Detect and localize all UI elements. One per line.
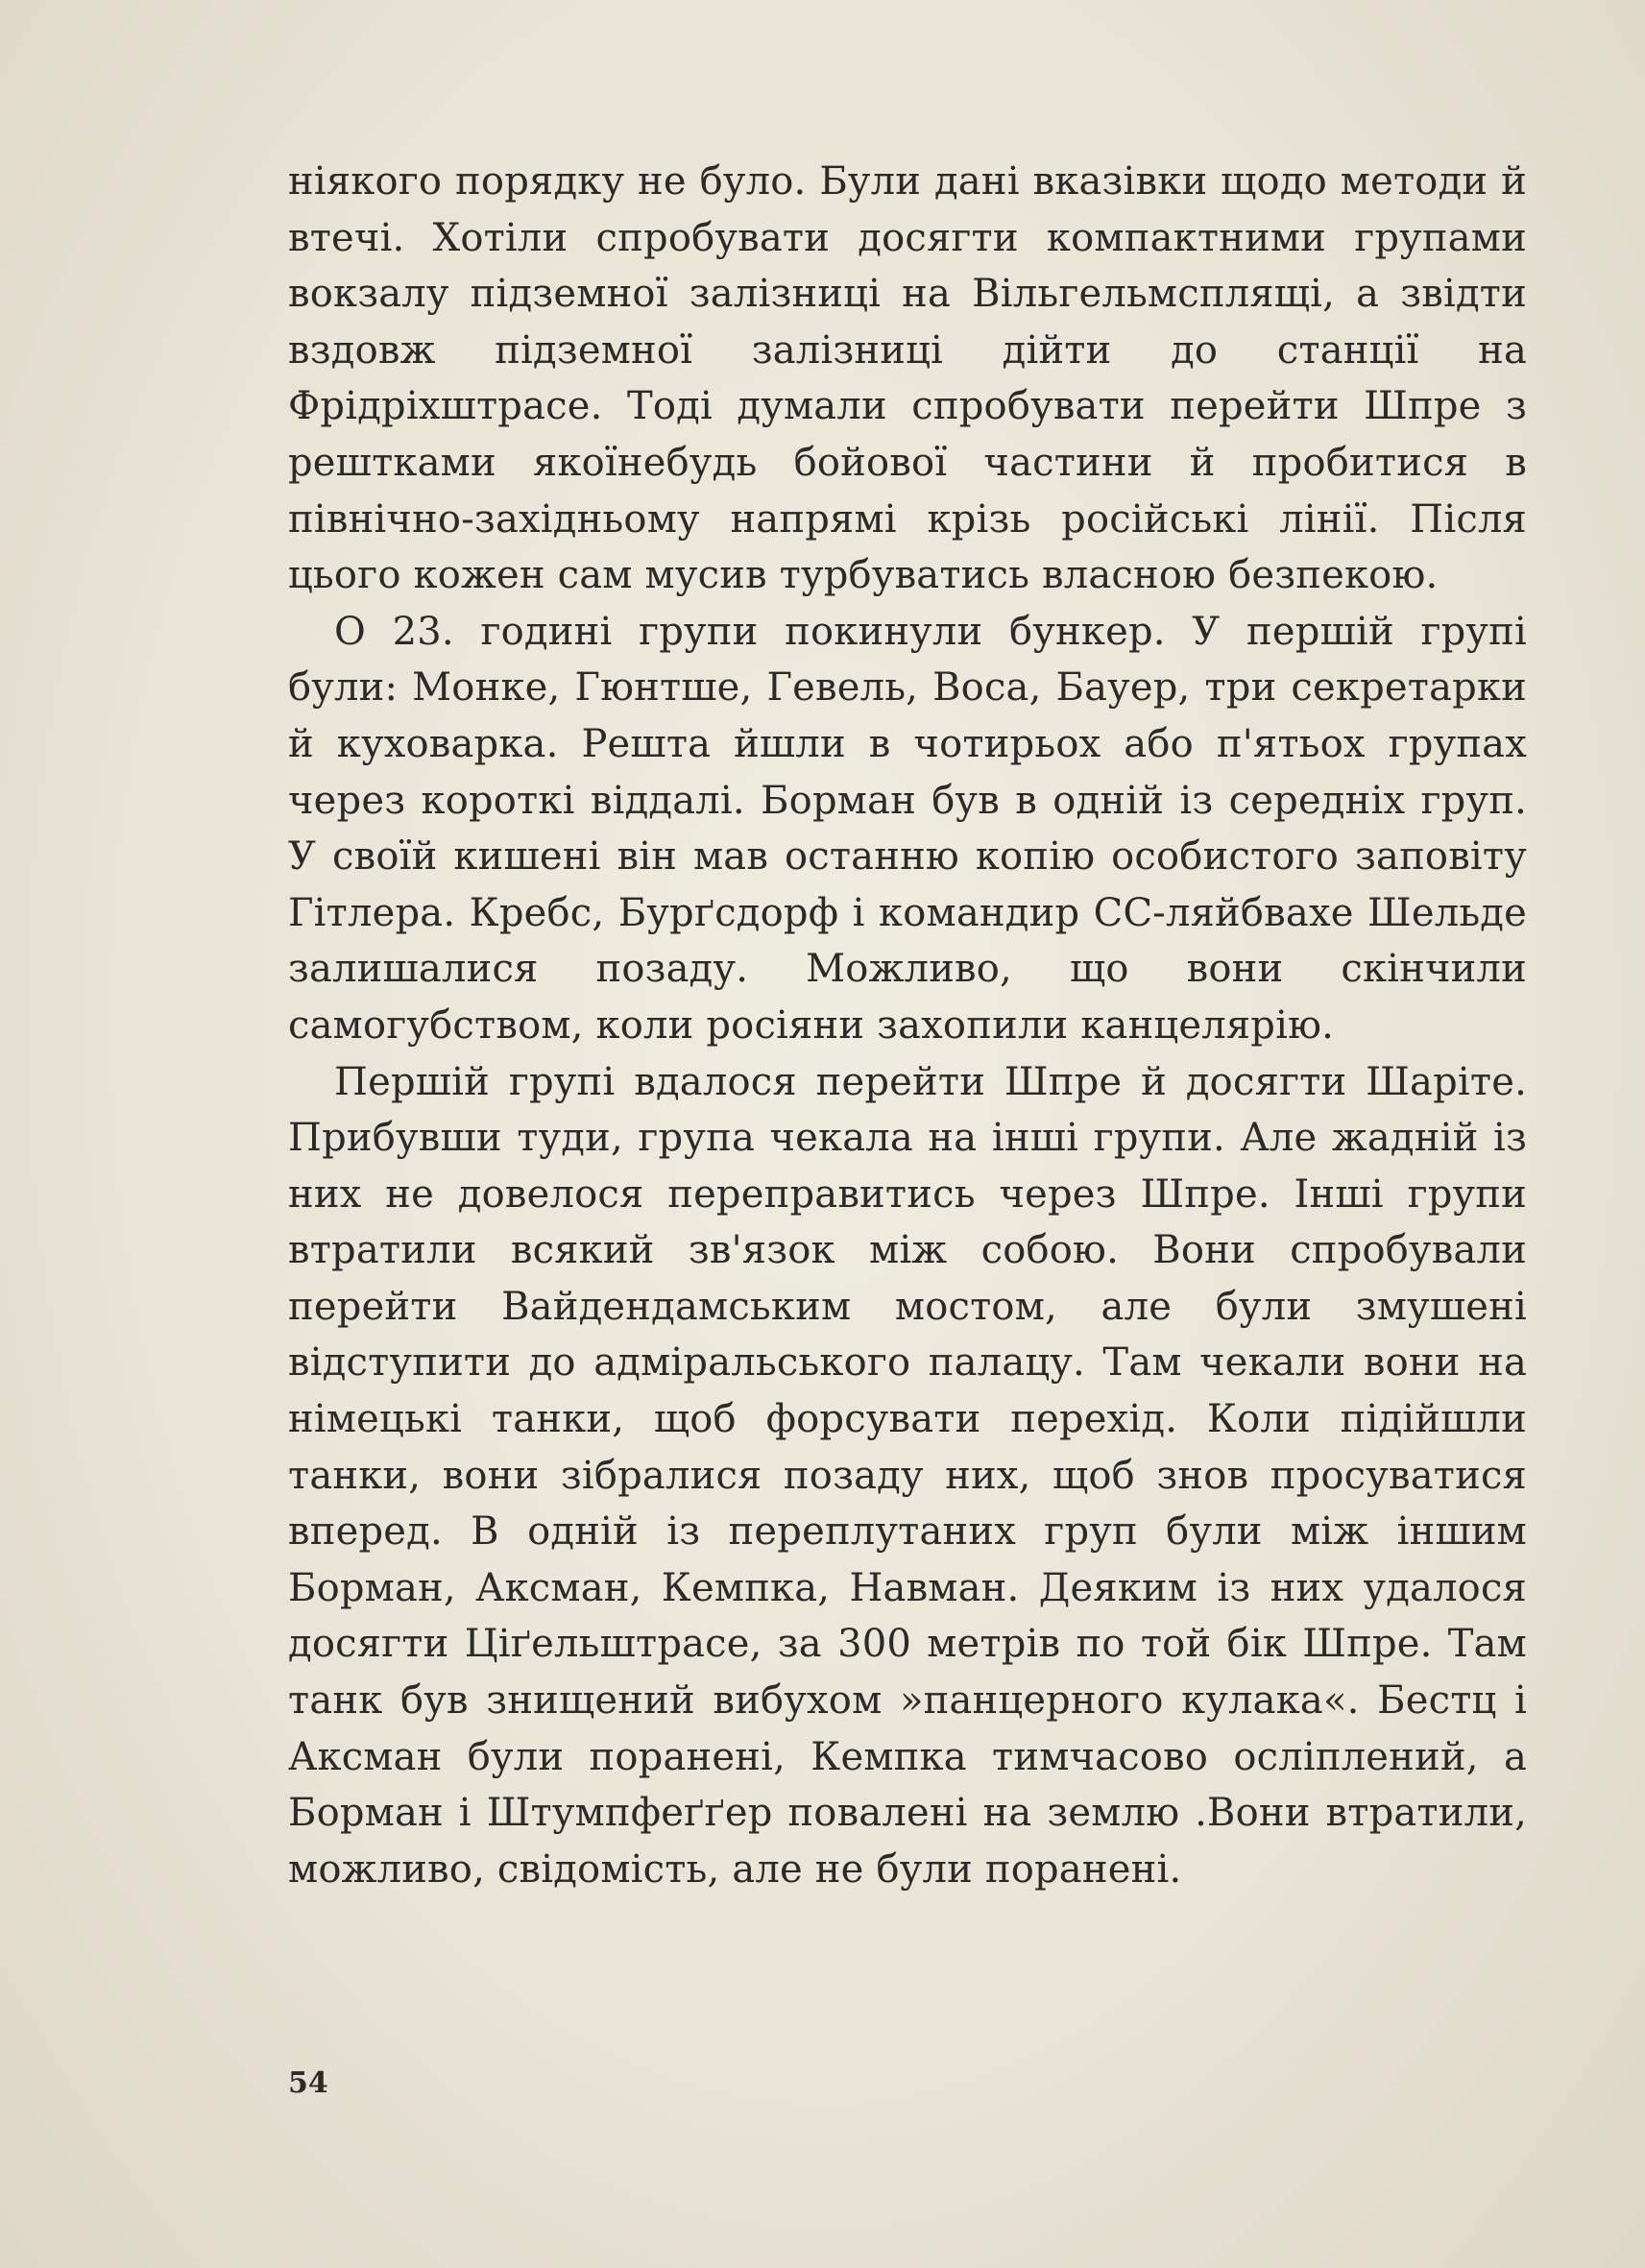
- paragraph-2: О 23. годині групи покинули бункер. У першій групі були: Монке, Гюнтше, Гевель, Воса, Бауер, три секретарки й куховарка. Решта йшли в чотирьох або п'ятьох групах через короткі віддалі. Борман був в одній із середніх груп. У своїй кишені він мав останню копію особистого заповіту Гітлера. Кребс, Бурґсдорф і командир СС-ляйбвахе Шельде залишалися позаду. Можливо, що вони скінчили самогубством, коли росіяни захопили канцелярію.: [288, 609, 1527, 1048]
- paragraph-1: ніякого порядку не було. Були дані вказівки щодо методи й втечі. Хотіли спробувати досягти компактними групами вокзалу підземної залізниці на Вільгельмсплящі, а звідти вздовж підземної залізниці дійти до станції на Фрідріхштрасе. Тоді думали спробувати перейти Шпре з рештками якоїнебудь бойової частини й пробитися в північно-західньому напрямі крізь російські лінії. Після цього кожен сам мусив турбуватись власною безпекою.: [288, 159, 1527, 598]
- page-number: 54: [288, 2066, 328, 2100]
- body-text: [288, 154, 1527, 1897]
- paragraph-3: Першій групі вдалося перейти Шпре й досягти Шаріте. Прибувши туди, група чекала на інші групи. Але жадній із них не довелося переправитись через Шпре. Інші групи втратили всякий зв'язок між собою. Вони спробували перейти Вайдендамським мостом, але були змушені відступити до адміральського палацу. Там чекали вони на німецькі танки, щоб форсувати перехід. Коли підійшли танки, вони зібралися позаду них, щоб знов просуватися вперед. В одній із переплутаних груп були між іншим Борман, Аксман, Кемпка, Навман. Деяким із них удалося досягти Ціґельштрасе, за 300 метрів по той бік Шпре. Там танк був знищений вибухом »панцерного кулака«. Бестц і Аксман були поранені, Кемпка тимчасово осліплений, а Борман і Штумпфеґґер повалені на землю .Вони втратили, можливо, свідомість, але не були поранені.: [288, 1059, 1527, 1892]
